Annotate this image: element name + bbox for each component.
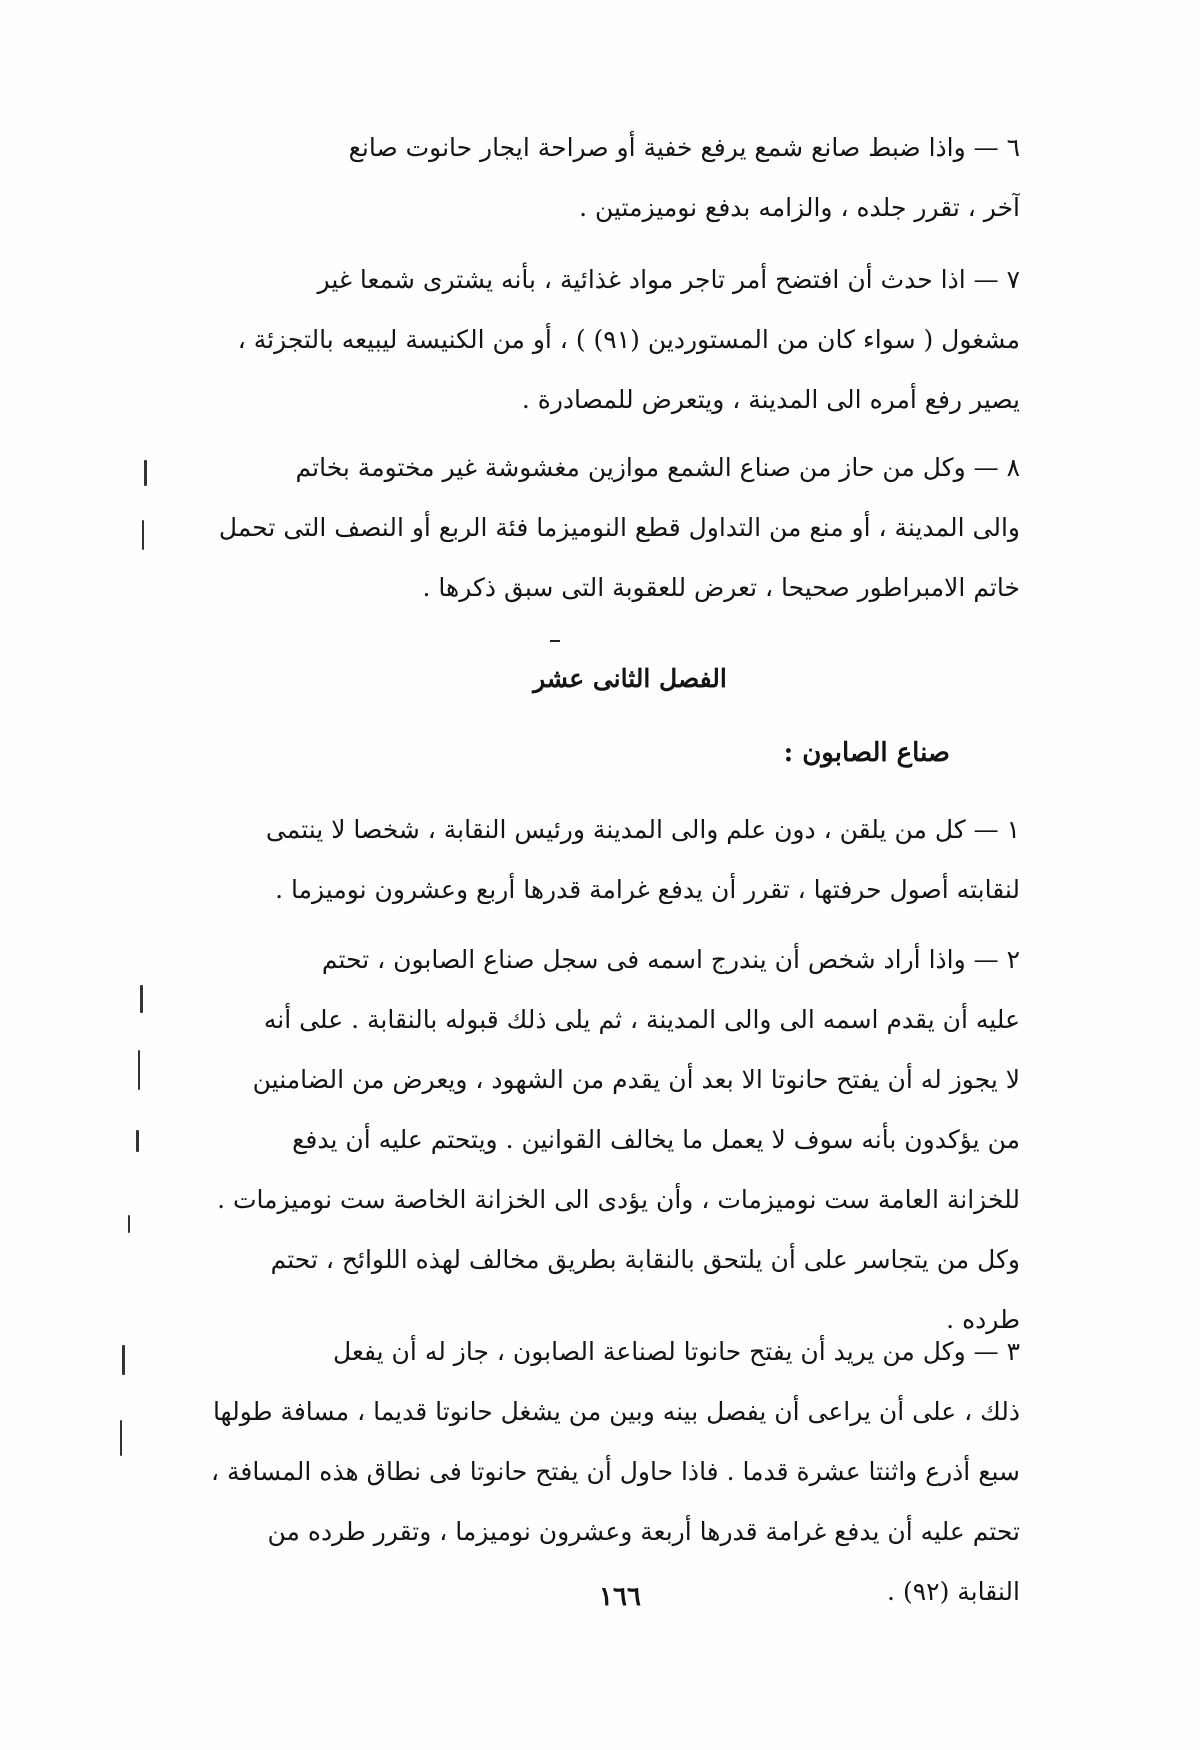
text-line: آخر ، تقرر جلده ، والزامه بدفع نوميزمتين . — [579, 193, 1020, 222]
text-line: ٦ — واذا ضبط صانع شمع يرفع خفية أو صراحة ايجار حانوت صانع — [348, 133, 1020, 162]
text-line: طرده . — [946, 1305, 1020, 1334]
page-number: ١٦٦ — [599, 1582, 641, 1612]
text-line: ٢ — واذا أراد شخص أن يندرج اسمه فى سجل صناع الصابون ، تحتم — [321, 945, 1020, 974]
text-line: ٨ — وكل من حاز من صناع الشمع موازين مغشوشة غير مختومة بخاتم — [295, 453, 1020, 482]
paragraph-7 — [140, 250, 1020, 430]
paragraph-soap-1 — [140, 800, 1020, 920]
scan-speck — [122, 1345, 125, 1375]
paragraph-8 — [140, 438, 1020, 618]
text-line: ٣ — وكل من يريد أن يفتح حانوتا لصناعة الصابون ، جاز له أن يفعل — [333, 1337, 1020, 1366]
text-line: خاتم الامبراطور صحيحا ، تعرض للعقوبة التى سبق ذكرها . — [422, 573, 1020, 602]
text-line: وكل من يتجاسر على أن يلتحق بالنقابة بطريق مخالف لهذه اللوائح ، تحتم — [270, 1245, 1020, 1274]
scan-speck — [120, 1420, 122, 1456]
separator-mark — [550, 640, 560, 642]
text-line: للخزانة العامة ست نوميزمات ، وأن يؤدى الى الخزانة الخاصة ست نوميزمات . — [217, 1185, 1020, 1214]
paragraph-soap-2 — [140, 930, 1020, 1350]
paragraph-6 — [140, 118, 1020, 238]
text-line: مشغول ( سواء كان من المستوردين (٩١) ) ، أو من الكنيسة ليبيعه بالتجزئة ، — [237, 325, 1020, 354]
text-line: ١ — كل من يلقن ، دون علم والى المدينة ورئيس النقابة ، شخصا لا ينتمى — [265, 815, 1020, 844]
scan-speck — [138, 1050, 140, 1090]
scan-speck — [128, 1215, 130, 1233]
section-title: الفصل الثانى عشر — [533, 664, 727, 693]
scan-speck — [136, 1130, 139, 1152]
text-line: من يؤكدون بأنه سوف لا يعمل ما يخالف القوانين . ويتحتم عليه أن يدفع — [292, 1125, 1020, 1154]
scan-speck — [140, 985, 143, 1013]
text-line: عليه أن يقدم اسمه الى والى المدينة ، ثم يلى ذلك قبوله بالنقابة . على أنه — [263, 1005, 1020, 1034]
text-line: لا يجوز له أن يفتح حانوتا الا بعد أن يقدم من الشهود ، ويعرض من الضامنين — [252, 1065, 1020, 1094]
text-line: ذلك ، على أن يراعى أن يفصل بينه وبين من يشغل حانوتا قديما ، مسافة طولها — [212, 1397, 1020, 1426]
text-line: سبع أذرع واثنتا عشرة قدما . فاذا حاول أن يفتح حانوتا فى نطاق هذه المسافة ، — [211, 1457, 1020, 1486]
text-line: ٧ — اذا حدث أن افتضح أمر تاجر مواد غذائية ، بأنه يشترى شمعا غير — [317, 265, 1020, 294]
text-line: لنقابته أصول حرفتها ، تقرر أن يدفع غرامة قدرها أربع وعشرون نوميزما . — [275, 875, 1020, 904]
text-line: والى المدينة ، أو منع من التداول قطع النوميزما فئة الربع أو النصف التى تحمل — [218, 513, 1020, 542]
scan-speck — [144, 460, 147, 486]
text-line: النقابة (٩٢) . — [887, 1577, 1020, 1606]
paragraph-soap-3 — [140, 1322, 1020, 1622]
text-line: تحتم عليه أن يدفع غرامة قدرها أربعة وعشرون نوميزما ، وتقرر طرده من — [267, 1517, 1020, 1546]
text-line: يصير رفع أمره الى المدينة ، ويتعرض للمصادرة . — [521, 385, 1020, 414]
subheading: صناع الصابون : — [783, 738, 950, 768]
scan-speck — [142, 520, 144, 550]
